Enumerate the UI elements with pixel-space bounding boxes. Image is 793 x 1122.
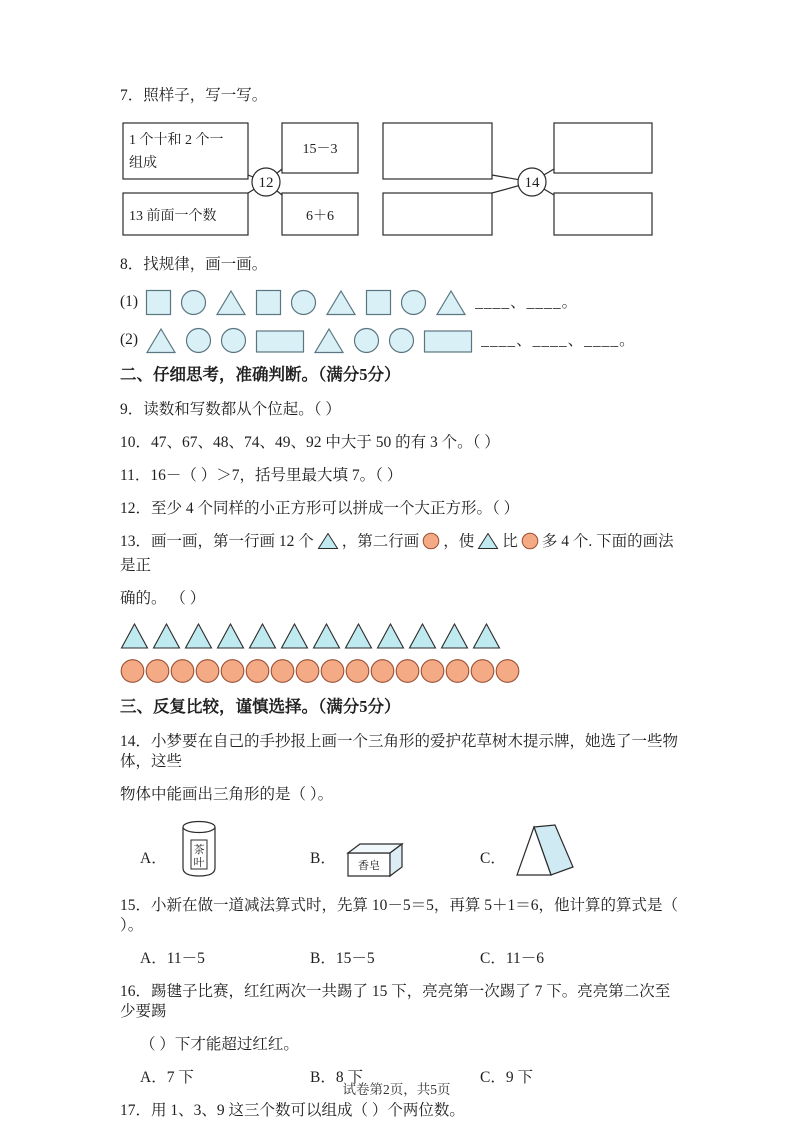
q16-text-line2: （ ）下才能超过红红。: [140, 1036, 299, 1053]
q13-seg5: 多 4 个. 下面的画法是正: [120, 533, 674, 574]
q14-text-line1: 14．小梦要在自己的手抄报上画一个三角形的爱护花草树木提示牌，她选了一些物体，这些: [120, 733, 679, 770]
q13-seg1: 13．画一画，第一行画 12 个: [120, 533, 314, 550]
triangle-icon: [317, 532, 339, 556]
q13-seg2: ，第二行画: [341, 533, 420, 550]
tea-jar-icon: [175, 818, 223, 880]
q13-seg4: 比: [502, 533, 518, 550]
q16-option-b: B．8 下: [310, 1069, 363, 1086]
q14-option-a-label: A．: [140, 850, 167, 867]
q8-title: 8．找规律，画一画。: [120, 256, 268, 273]
q14-option-b-label: B．: [310, 850, 336, 867]
q8-row2-label: (2): [120, 331, 139, 348]
q8-pattern-row-1: [120, 288, 681, 316]
q14-text-line2: 物体中能画出三角形的是（ ）。: [120, 786, 334, 803]
q7-empty-box-4: [554, 193, 652, 235]
q14-options: [120, 818, 681, 880]
q7-circle-12-text: 12: [258, 175, 274, 191]
q13-circle-row: [120, 658, 681, 684]
soap-label: 香皂: [357, 860, 380, 872]
q8-pattern-row-2: [120, 326, 681, 354]
q7-empty-box-3: [554, 123, 652, 173]
q15-option-c: C．11－6: [480, 950, 545, 967]
q8-row1-label: (1): [120, 293, 139, 310]
triangular-prism-icon: [514, 822, 576, 880]
soap-box-icon: [344, 840, 408, 880]
section2-title: 二、仔细思考，准确判断。（满分5分）: [120, 365, 401, 384]
q7-left-cluster-text: [129, 132, 338, 224]
q14-option-c-label: C．: [480, 850, 506, 867]
q14-option-b: [310, 840, 480, 880]
q13-seg3: ，使: [443, 533, 475, 550]
section3-title: 三、反复比较，谨慎选择。（满分5分）: [120, 697, 401, 716]
q9-text: 9．读数和写数都从个位起。（ ）: [120, 401, 341, 418]
q7-right-cluster: [383, 123, 652, 235]
q7-box2-text: 13 前面一个数: [129, 209, 217, 224]
q8-row2-answer-blanks: ____、____、____。: [481, 332, 636, 349]
q13-triangle-row: [120, 622, 681, 650]
q10-text: 10．47、67、48、74、49、92 中大于 50 的有 3 个。（ ）: [120, 434, 500, 451]
q7-box3-text: 15－3: [302, 142, 338, 157]
q12-text: 12．至少 4 个同样的小正方形可以拼成一个大正方形。（ ）: [120, 500, 520, 517]
q7-circle-14-text: 14: [524, 175, 540, 191]
q16-text-line1: 16．踢毽子比赛，红红两次一共踢了 15 下，亮亮第一次踢了 7 下。亮亮第二次至少要踢: [120, 983, 671, 1020]
q13-text-line2: 确的。 （ ）: [120, 590, 206, 607]
tea-label-char2: 叶: [193, 857, 205, 869]
q14-option-c: [480, 822, 650, 880]
q15-option-b: B．15－5: [310, 950, 375, 967]
q7-title: 7．照样子，写一写。: [120, 87, 268, 104]
triangle-icon: [477, 532, 499, 556]
q8-row1-answer-blanks: ____、____。: [475, 294, 579, 311]
q7-empty-box-1: [383, 123, 492, 179]
q16-option-a: A．7 下: [140, 1069, 194, 1086]
q8-row1-shapes: [145, 289, 467, 316]
q11-text: 11．16－（ ）＞7，括号里最大填 7。（ ）: [120, 467, 403, 484]
circle-icon: [521, 532, 539, 556]
q7-number-bond-diagram: [120, 119, 678, 245]
q7-box1-text-line2: 组成: [129, 156, 157, 171]
q7-empty-box-2: [383, 193, 492, 235]
q8-row2-shapes: [145, 327, 473, 354]
q13-text-line1: [120, 532, 681, 576]
q7-box4-text: 6＋6: [306, 209, 334, 224]
q16-option-c: C．9 下: [480, 1069, 533, 1086]
q15-option-a: A．11－5: [140, 950, 205, 967]
q17-text: 17．用 1、3、9 这三个数可以组成（ ）个两位数。: [120, 1102, 465, 1119]
page-footer: 试卷第2页，共5页: [342, 1082, 451, 1097]
q15-text: 15．小新在做一道减法算式时，先算 10－5＝5，再算 5＋1＝6，他计算的算式是（ ）。: [120, 897, 679, 934]
q7-box1-text-line1: 1 个十和 2 个一: [129, 133, 224, 148]
circle-icon: [422, 532, 440, 556]
tea-label-char1: 茶: [193, 844, 205, 856]
q14-option-a: [140, 818, 310, 880]
q15-options: [120, 949, 681, 969]
